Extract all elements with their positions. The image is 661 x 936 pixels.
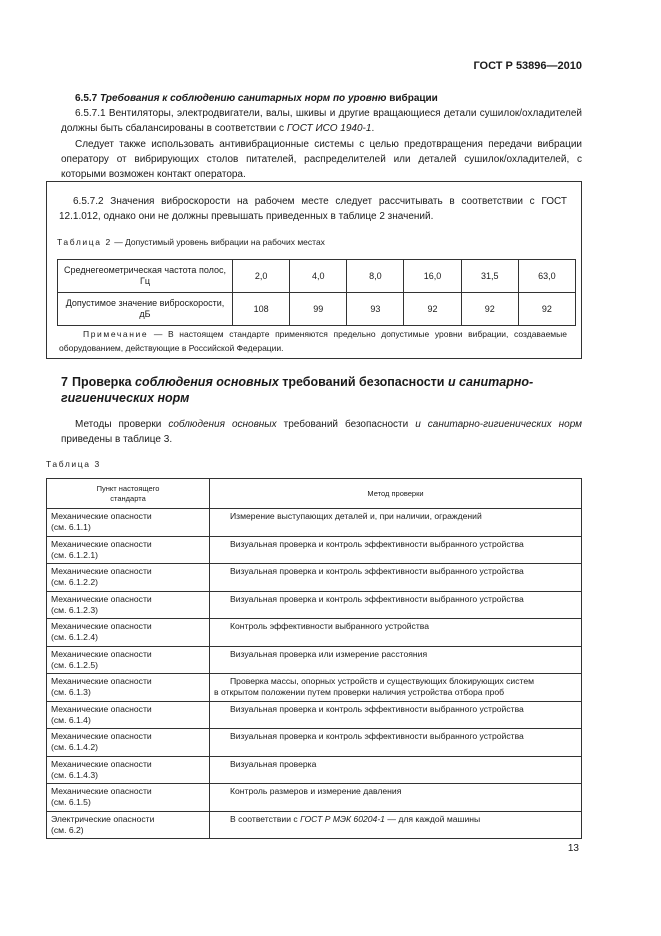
framed-block-6-5-7-2	[46, 181, 582, 359]
method-cell	[210, 811, 582, 839]
table3-header-row	[47, 479, 582, 509]
intro-part: требований безопасности	[276, 419, 416, 430]
section-6-5-7	[61, 91, 582, 182]
heading-italic-part: соблюдения основных	[135, 375, 279, 389]
method-text-continued: в открытом положении путем проверки наличия устройства отбора проб	[214, 687, 505, 697]
item-cell	[47, 509, 210, 537]
intro-italic-part: и санитарно-гигиенических норм	[415, 419, 583, 430]
standard-reference: ГОСТ Р МЭК 60204-1	[300, 813, 385, 824]
velocity-value: 92	[518, 293, 575, 326]
item-cell	[47, 701, 210, 729]
item-name: Электрические опасности	[51, 813, 155, 824]
intro-italic-part: соблюдения основных	[168, 419, 277, 430]
frequency-row	[58, 260, 576, 293]
method-text: Проверка массы, опорных устройств и существующих блокирующих систем	[230, 676, 535, 686]
velocity-row	[58, 293, 576, 326]
title-italic: Требования к соблюдению санитарных норм по уровню	[100, 93, 387, 104]
item-cell	[47, 646, 210, 674]
item-name: Механические опасности	[51, 703, 152, 714]
item-name: Механические опасности	[51, 566, 152, 576]
item-cell	[47, 619, 210, 647]
paragraph-6-5-7-1	[61, 106, 582, 136]
table2-caption-text: — Допустимый уровень вибрации на рабочих местах	[111, 237, 325, 247]
item-name: Механические опасности	[51, 731, 152, 741]
velocity-value: 92	[404, 293, 461, 326]
item-ref: (см. 6.1.1)	[51, 522, 91, 532]
paragraph-end: .	[371, 123, 375, 135]
section-7-intro	[61, 417, 582, 447]
item-name: Механические опасности	[51, 538, 152, 549]
table2-caption-label: Таблица 2	[57, 237, 112, 247]
frequency-value: 8,0	[347, 260, 404, 293]
table2-note	[59, 327, 567, 355]
table3-caption	[46, 459, 101, 469]
vibration-table	[57, 259, 576, 326]
intro-part: приведены в таблице 3.	[61, 434, 173, 446]
table-row	[47, 646, 582, 674]
method-cell: Визуальная проверка и контроль эффективности выбранного устройства	[210, 564, 582, 592]
item-ref: (см. 6.1.4.3)	[51, 769, 98, 780]
item-name: Механические опасности	[51, 648, 152, 659]
section-7-intro-paragraph	[61, 417, 582, 447]
item-ref: (см. 6.1.4.2)	[51, 742, 98, 752]
item-ref: (см. 6.1.2.1)	[51, 549, 98, 560]
paragraph-antivibration: Следует также использовать антивибрационные системы с целью предотвращения передачи вибрации оператору от вибрирующих столов питателей, распределителей или деталей сушилок/охладителей, с которыми возможен контакт оператора.	[61, 138, 582, 181]
frequency-value: 16,0	[404, 260, 461, 293]
title-number: 6.5.7	[75, 93, 98, 104]
table-row	[47, 756, 582, 784]
document-id: ГОСТ Р 53896—2010	[473, 60, 582, 72]
note-text: — В настоящем стандарте применяются предельно допустимые уровни вибрации, создаваемые оборудованием, действующие в Российской Федерации.	[59, 329, 567, 353]
velocity-value: 92	[461, 293, 518, 326]
paragraph-6-5-7-2-wrap	[59, 194, 567, 224]
note-paragraph	[59, 327, 567, 355]
heading-italic-part: и санитарно-гигиенических норм	[61, 375, 534, 405]
method-cell: Визуальная проверка	[210, 756, 582, 784]
table-row	[47, 536, 582, 564]
velocity-label: Допустимое значение виброскорости, дБ	[58, 293, 233, 326]
paragraph-6-5-7-2: 6.5.7.2 Значения виброскорости на рабочем месте следует рассчитывать в соответствии с ГОСТ 12.1.012, однако они не должны превышать приведенных в таблице 2 значений.	[59, 196, 567, 223]
frequency-value: 4,0	[290, 260, 347, 293]
page-number: 13	[567, 843, 579, 854]
frequency-value: 31,5	[461, 260, 518, 293]
method-cell: Визуальная проверка или измерение расстояния	[210, 646, 582, 674]
item-cell	[47, 756, 210, 784]
table-row	[47, 619, 582, 647]
item-cell	[47, 564, 210, 592]
item-cell	[47, 591, 210, 619]
method-cell: Визуальная проверка и контроль эффективности выбранного устройства	[210, 591, 582, 619]
method-text: — для каждой машины	[384, 813, 481, 824]
item-name: Механические опасности	[51, 593, 152, 604]
column-header-item	[47, 479, 210, 509]
section-7-heading	[61, 374, 582, 406]
table-row	[47, 729, 582, 757]
note-label: Примечание	[83, 329, 149, 339]
method-cell: Контроль размеров и измерение давления	[210, 784, 582, 812]
verification-methods-table	[46, 478, 582, 839]
table-row	[47, 701, 582, 729]
paragraph-text: 6.5.7.1 Вентиляторы, электродвигатели, валы, шкивы и другие вращающиеся детали сушилок/охладителей должны быть сбалансированы в соответствии с	[61, 108, 582, 135]
table-row	[47, 509, 582, 537]
standard-reference: ГОСТ ИСО 1940-1	[286, 123, 372, 135]
table-row	[47, 674, 582, 702]
method-cell: Визуальная проверка и контроль эффективности выбранного устройства	[210, 729, 582, 757]
table3-caption-text: Таблица 3	[46, 459, 101, 469]
frequency-label: Среднегеометрическая частота полос, Гц	[58, 260, 233, 293]
item-ref: (см. 6.1.2.3)	[51, 604, 98, 615]
intro-part: Методы проверки	[75, 419, 169, 430]
heading-part: требований безопасности	[278, 375, 448, 389]
item-cell	[47, 536, 210, 564]
frequency-value: 2,0	[233, 260, 290, 293]
velocity-value: 108	[233, 293, 290, 326]
velocity-value: 99	[290, 293, 347, 326]
column-header-method: Метод проверки	[210, 479, 582, 509]
item-cell	[47, 674, 210, 702]
item-ref: (см. 6.1.3)	[51, 687, 91, 697]
heading-part: Проверка	[71, 375, 135, 389]
method-cell: Контроль эффективности выбранного устройства	[210, 619, 582, 647]
table-row	[47, 811, 582, 839]
column-header-text: Пункт настоящего стандарта	[96, 484, 160, 503]
section-number: 7	[61, 375, 68, 389]
velocity-value: 93	[347, 293, 404, 326]
item-ref: (см. 6.1.2.4)	[51, 632, 98, 642]
item-ref: (см. 6.2)	[51, 824, 84, 835]
table-row	[47, 591, 582, 619]
item-cell	[47, 811, 210, 839]
item-ref: (см. 6.1.5)	[51, 797, 91, 807]
method-cell	[210, 674, 582, 702]
item-name: Механические опасности	[51, 676, 152, 686]
method-cell: Измерение выступающих деталей и, при наличии, ограждений	[210, 509, 582, 537]
method-text: В соответствии с	[230, 813, 301, 824]
item-cell	[47, 784, 210, 812]
table-row	[47, 564, 582, 592]
item-name: Механические опасности	[51, 758, 152, 769]
item-cell	[47, 729, 210, 757]
title-tail: вибрации	[389, 93, 438, 104]
method-cell: Визуальная проверка и контроль эффективности выбранного устройства	[210, 536, 582, 564]
table-row	[47, 784, 582, 812]
section-6-5-7-title	[61, 91, 582, 106]
item-ref: (см. 6.1.2.2)	[51, 577, 98, 587]
item-ref: (см. 6.1.4)	[51, 714, 91, 725]
item-name: Механические опасности	[51, 621, 152, 631]
method-cell: Визуальная проверка и контроль эффективности выбранного устройства	[210, 701, 582, 729]
item-ref: (см. 6.1.2.5)	[51, 659, 98, 670]
table2-caption	[57, 237, 325, 247]
frequency-value: 63,0	[518, 260, 575, 293]
item-name: Механические опасности	[51, 786, 152, 796]
item-name: Механические опасности	[51, 511, 152, 521]
